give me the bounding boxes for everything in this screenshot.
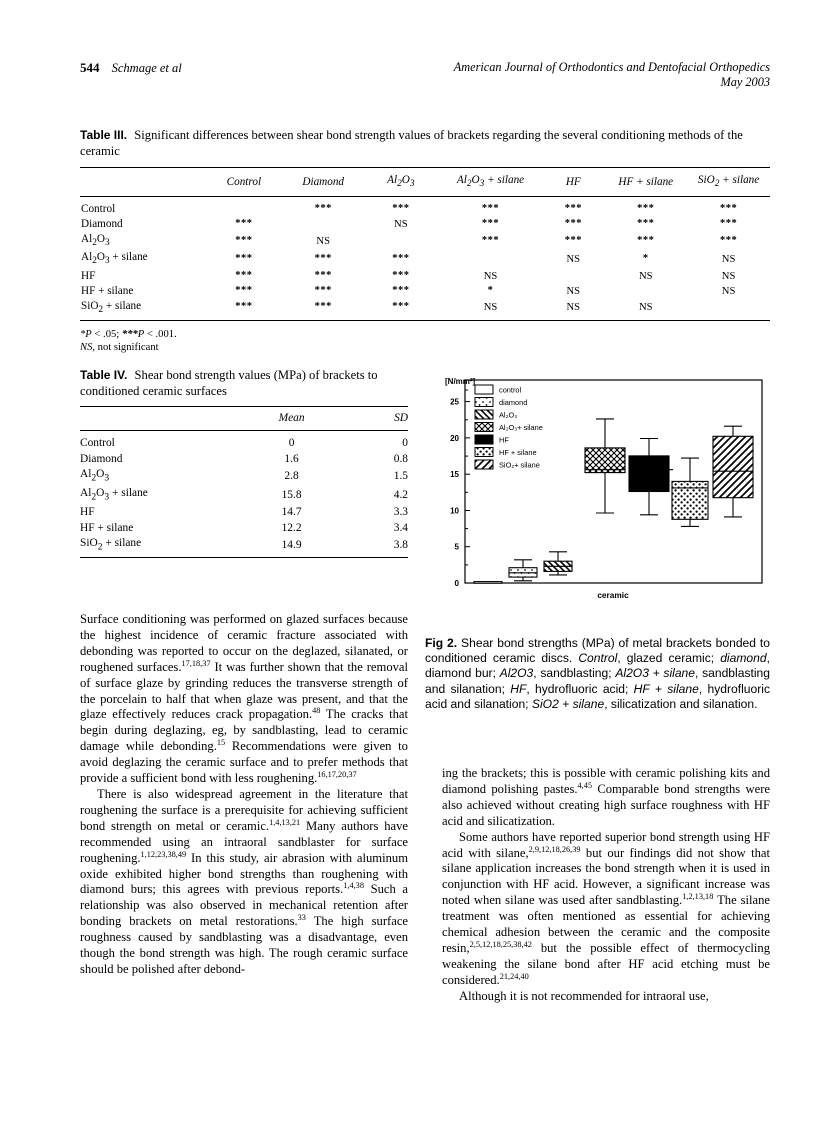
table-3-cell: NS: [721, 254, 736, 266]
table-3-body: [80, 197, 770, 321]
issue-date: May 2003: [720, 75, 770, 89]
table-4-sd: 3.8: [346, 535, 408, 558]
table-4-sd: 0: [402, 437, 408, 449]
box-al2o3: [544, 552, 572, 575]
table-row: [80, 250, 770, 268]
table-4-row-label: HF: [80, 505, 95, 518]
table-3-cell: ***: [235, 253, 253, 265]
table-4-sd: 4.2: [393, 488, 408, 501]
table-3-cell: ***: [637, 203, 655, 215]
legend-label-sio2-silane: SiO₂+ silane: [499, 460, 540, 470]
table-3-caption: Significant differences between shear bond strength values of brackets regarding the several conditioning methods of the ceramic: [80, 128, 743, 158]
table-3-cell: ***: [564, 234, 582, 246]
table-3-cell: ***: [392, 253, 410, 265]
table-3-cell: ***: [314, 253, 332, 265]
table-3-cell: ***: [719, 218, 738, 230]
table-3-col-2: Diamond: [284, 168, 363, 197]
table-3-row-label: $Al_2O_3$ + silane: [81, 251, 148, 267]
table-3-title: [80, 128, 770, 159]
table-3-cell: NS: [566, 254, 581, 266]
table-3-cell: [604, 283, 687, 298]
y-axis-unit-label: [N/mm²]: [445, 377, 476, 386]
table-3-cell: ***: [235, 284, 253, 296]
table-3-cell: [687, 298, 770, 320]
table-row: [80, 283, 770, 298]
table-3-col-3: $Al_2O_3$: [363, 168, 439, 197]
y-tick-20: 20: [450, 433, 459, 443]
table-3-row-label: $Al_2O_3$: [81, 233, 110, 249]
table-3-container: [80, 128, 770, 355]
table-3-note-ns: [80, 341, 770, 355]
table-3-cell: NS: [721, 270, 736, 282]
table-3-cell: ***: [481, 203, 500, 215]
table-4-row-label: SiO$_2$ + silane: [80, 535, 237, 558]
x-axis-label: ceramic: [597, 590, 629, 600]
table-row: [80, 232, 770, 250]
paragraph: Some authors have reported superior bond strength using HF acid with silane,$^{2,9,12,18,26,39}$ but our findings did not show that silane application increases the bond strength when it is used in conjunction with HF acid. However, a significant increase was noted when silane was used after sandblasting.$^{1,2,13,18}$ The silane treatment was often mentioned as essential for achieving chemical adhesion between the ceramic and the composite resin,$^{2,5,12,18,25,38,42}$ but the possible effect of thermocycling weakening the silane bond after HF acid etching must be considered.$^{21,24,40}$: [442, 829, 771, 987]
legend-label-diamond: diamond: [499, 398, 528, 407]
table-3-cell: NS: [483, 270, 498, 282]
table-4-sd: 0.8: [393, 452, 408, 465]
table-3-header-row: [80, 168, 770, 197]
table-3-cell: ***: [637, 234, 655, 246]
table-4-col-mean: Mean: [237, 407, 345, 431]
table-3-cell: ***: [284, 298, 363, 320]
table-3-cell: NS: [542, 298, 604, 320]
running-head: [80, 60, 770, 100]
figure-2-caption: [425, 636, 770, 712]
box-al2o3-silane: [585, 419, 625, 513]
table-3-cell: ***: [314, 269, 332, 281]
y-tick-15: 15: [450, 470, 459, 480]
journal-title: American Journal of Orthodontics and Dentofacial Orthopedics: [453, 60, 770, 74]
table-3-note-ns-text: not significant: [95, 342, 159, 354]
table-3-cell: ***: [564, 203, 582, 215]
legend-label-control: control: [499, 385, 522, 395]
table-4-sd: 3.3: [393, 505, 408, 518]
figure-2-caption-text: Shear bond strengths (MPa) of metal brackets bonded to conditioned ceramic discs. Control, glazed ceramic; diamond, diamond bur; Al2O3, sandblasting; Al2O3 + silane, sandblasting and silanation; HF, hydrofluoric acid; HF + silane, hydrofluoric acid and silanation; SiO2 + silane, silicatization and silanation.: [425, 636, 770, 711]
table-3-col-6: HF + silane: [604, 168, 687, 197]
table-4-sd: 3.4: [393, 521, 408, 534]
y-tick-10: 10: [450, 506, 459, 516]
table-row: [80, 197, 770, 217]
table-row: [80, 451, 408, 467]
table-4-col-sd: SD: [346, 407, 408, 431]
paragraph: Although it is not recommended for intraoral use,: [459, 988, 709, 1003]
table-3-cell: ***: [363, 298, 439, 320]
table-3-cell: ***: [481, 218, 500, 230]
table-3-cell: NS: [638, 270, 653, 282]
table-3-col-4: $Al_2O_3$ + silane: [439, 168, 543, 197]
paragraph: There is also widespread agreement in the literature that roughening the surface is a prerequisite for achieving sufficient bond strength on metal or ceramic.$^{1,4,13,21}$ Many authors have recommended using an intraoral sandblaster for surface roughening.$^{1,12,23,38,49}$ In this study, air abrasion with aluminum oxide exhibited higher bond strengths than roughening with diamond burs; this agrees with previous reports.$^{1,4,38}$ Such a relationship was also observed in mechanical retention after bonding brackets on metal restorations.$^{33}$ The high surface roughness caused by sandblasting was a disadvantage, even though the bond strength was high. The rough ceramic surface should be polished after debond-: [80, 786, 409, 976]
table-3-note-significance: *P < .05; ***P < .001.: [80, 328, 177, 340]
table-3-cell: ***: [235, 234, 253, 246]
legend-label-hf-silane: HF + silane: [499, 448, 537, 457]
table-3-cell: *: [642, 253, 649, 265]
table-3-cell: NS: [394, 219, 408, 231]
paragraph: ing the brackets; this is possible with ceramic polishing kits and diamond polishing pastes.$^{4,45}$ Comparable bond strengths were also achieved without creating high surface roughness with HF acid and silicatization.: [442, 766, 770, 828]
y-tick-5: 5: [454, 542, 459, 552]
body-column-left: [80, 612, 408, 978]
table-4-row-label: $Al_2O_3$ + silane: [80, 487, 148, 503]
table-3-cell: [204, 197, 283, 217]
box-control: [474, 582, 502, 584]
legend-label-al2o3: Al₂O₃: [499, 410, 518, 420]
table-4: [80, 406, 408, 558]
table-3-cell: ***: [235, 218, 253, 230]
table-3-cell: [363, 232, 439, 250]
legend-label-al2o3-silane: Al₂O₃+ silane: [499, 423, 543, 432]
y-axis: [445, 377, 476, 588]
table-4-mean: 14.9: [237, 535, 345, 558]
table-3-col-5: HF: [542, 168, 604, 197]
running-head-authors: Schmage et al: [111, 61, 182, 75]
table-3-cell: ***: [392, 203, 410, 215]
box-sio2-silane: [713, 426, 753, 517]
table-3-label: Table III.: [80, 128, 128, 142]
table-4-container: [80, 368, 408, 558]
table-3-row-label: Control: [81, 203, 116, 216]
table-4-body: [80, 431, 408, 558]
table-4-col-0: [80, 407, 237, 431]
box-hf-silane: [672, 458, 708, 526]
table-3-cell: ***: [719, 203, 738, 215]
table-3-cell: ***: [314, 284, 332, 296]
table-3-cell: ***: [392, 269, 410, 281]
chart-legend: [475, 385, 543, 470]
running-head-right: [454, 60, 770, 90]
table-row: [80, 298, 770, 320]
paragraph: Surface conditioning was performed on glazed surfaces because the highest incidence of ceramic fracture associated with debonding was reported to occur on the deglazed, silanated, or roughened surfaces.$^{17,18,37}$ It was further shown that the removal of surface glaze by grinding reduces the transverse strength of the porcelain to half that when glaze was present, and that the glaze effectively reduces crack propagation.$^{48}$ The cracks that begin during deglazing, eg, by sandblasting, lead to ceramic damage while debonding.$^{15}$ Recommendations were given to avoid deglazing the ceramic surface and to prefer methods that provide a sufficient bond with less roughening.$^{16,17,20,37}$: [80, 612, 409, 786]
table-3-cell: ***: [235, 269, 253, 281]
table-3-cell: ***: [719, 234, 738, 246]
table-4-mean: 1.6: [284, 452, 299, 465]
table-3-row-label: HF: [81, 269, 96, 282]
box-plot-chart: [425, 372, 770, 627]
table-3-cell: ***: [481, 234, 500, 246]
table-4-row-label: Diamond: [80, 452, 123, 465]
table-3-cell: ***: [564, 218, 582, 230]
table-3-cell: *: [487, 284, 494, 296]
table-row: [80, 431, 408, 451]
table-row: [80, 504, 408, 520]
table-3-cell: NS: [566, 285, 581, 297]
table-4-sd: 1.5: [393, 469, 408, 482]
page-number: 544: [80, 60, 100, 75]
table-3-row-label: Diamond: [81, 218, 123, 231]
table-3-cell: ***: [637, 218, 655, 230]
table-row: [80, 485, 408, 504]
box-series: [474, 419, 753, 583]
table-4-mean: 0: [288, 437, 295, 449]
running-head-left: [80, 60, 182, 76]
y-tick-25: 25: [450, 397, 459, 407]
table-3-cell: ***: [392, 284, 410, 296]
table-4-caption: Shear bond strength values (MPa) of brackets to conditioned ceramic surfaces: [80, 368, 378, 398]
table-3: [80, 167, 770, 321]
table-4-row-label: $Al_2O_3$: [80, 468, 110, 484]
table-4-title: [80, 368, 408, 399]
table-4-mean: 15.8: [281, 488, 302, 501]
table-3-cell: NS: [604, 298, 687, 320]
table-4-row-label: Control: [80, 437, 115, 449]
legend-label-hf: HF: [499, 435, 509, 445]
table-3-note-ns-term: NS,: [80, 342, 96, 354]
table-row: [80, 466, 408, 485]
table-3-cell: ***: [204, 298, 283, 320]
figure-2-label: Fig 2.: [425, 636, 458, 650]
table-3-cell: NS: [439, 298, 543, 320]
table-row: [80, 217, 770, 232]
table-3-cell: NS: [316, 235, 330, 247]
table-4-header-row: [80, 407, 408, 431]
table-row: [80, 268, 770, 283]
table-4-mean: 12.2: [281, 521, 302, 534]
table-3-cell: [542, 268, 604, 283]
table-row: [80, 535, 408, 558]
table-4-mean: 14.7: [281, 505, 302, 518]
table-4-mean: 2.8: [284, 469, 299, 482]
table-3-row-label: HF + silane: [81, 284, 134, 297]
table-3-cell: [439, 250, 543, 268]
table-3-col-0: [80, 168, 204, 197]
table-3-row-label: SiO$_2$ + silane: [80, 298, 204, 320]
table-3-cell: ***: [314, 203, 332, 215]
body-column-right: [442, 766, 770, 1005]
table-3-col-1: Control: [204, 168, 283, 197]
table-4-row-label: HF + silane: [80, 521, 134, 534]
table-3-cell: [284, 217, 363, 232]
table-3-col-7: SiO$_2$ + silane: [687, 168, 770, 197]
y-tick-0: 0: [454, 579, 459, 588]
table-4-label: Table IV.: [80, 368, 128, 382]
table-row: [80, 520, 408, 536]
box-diamond: [509, 560, 537, 581]
figure-2: [425, 372, 770, 632]
table-3-cell: NS: [721, 285, 736, 297]
box-hf: [629, 439, 673, 515]
table-3-notes: [80, 328, 770, 355]
